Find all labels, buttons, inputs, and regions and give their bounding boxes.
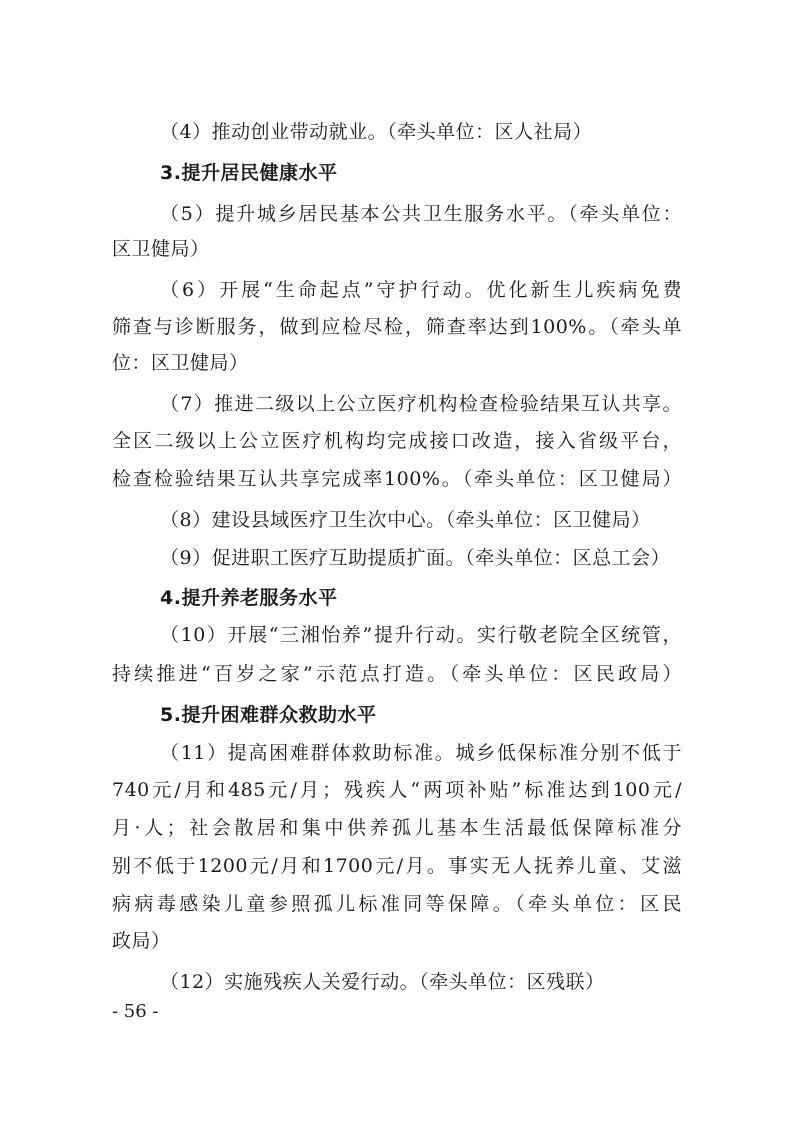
item-4: （4）推动创业带动就业。（牵头单位：区人社局） xyxy=(160,121,593,143)
item-11-line-1: （11）提高困难群体救助标准。城乡低保标准分别不低于 xyxy=(160,742,682,764)
item-6-line-2: 筛查与诊断服务，做到应检尽检，筛查率达到100%。（牵头单 xyxy=(112,316,682,338)
item-7-line-1: （7）推进二级以上公立医疗机构检查检验结果互认共享。 xyxy=(160,393,682,415)
item-7-line-3: 检查检验结果互认共享完成率100%。（牵头单位：区卫健局） xyxy=(112,468,682,490)
item-8: （8）建设县域医疗卫生次中心。（牵头单位：区卫健局） xyxy=(160,509,651,531)
item-5-line-2: 区卫健局） xyxy=(112,238,210,260)
item-6-line-3: 位：区卫健局） xyxy=(112,352,249,374)
item-11-line-5: 病病毒感染儿童参照孤儿标准同等保障。（牵头单位：区民 xyxy=(112,893,682,915)
item-11-line-4: 别不低于1200元/月和1700元/月。事实无人抚养儿童、艾滋 xyxy=(112,855,682,877)
section-heading-5: 5.提升困难群众救助水平 xyxy=(160,704,377,726)
page-number: - 56 - xyxy=(112,1001,159,1022)
item-12: （12）实施残疾人关爱行动。（牵头单位：区残联） xyxy=(160,971,605,993)
section-heading-3: 3.提升居民健康水平 xyxy=(160,162,338,184)
item-11-line-3: 月·人；社会散居和集中供养孤儿基本生活最低保障标准分 xyxy=(112,817,682,839)
section-heading-4: 4.提升养老服务水平 xyxy=(160,587,338,609)
item-6-line-1: （6）开展“生命起点”守护行动。优化新生儿疾病免费 xyxy=(160,279,682,301)
item-7-line-2: 全区二级以上公立医疗机构均完成接口改造，接入省级平台， xyxy=(112,430,682,452)
item-11-line-2: 740元/月和485元/月；残疾人“两项补贴”标准达到100元/ xyxy=(112,779,682,801)
item-10-line-2: 持续推进“百岁之家”示范点打造。（牵头单位：区民政局） xyxy=(112,663,682,685)
item-5-line-1: （5）提升城乡居民基本公共卫生服务水平。（牵头单位： xyxy=(160,203,682,225)
item-9: （9）促进职工医疗互助提质扩面。（牵头单位：区总工会） xyxy=(160,547,671,569)
item-11-line-6: 政局） xyxy=(112,930,171,952)
item-10-line-1: （10）开展“三湘怡养”提升行动。实行敬老院全区统管， xyxy=(160,624,682,646)
